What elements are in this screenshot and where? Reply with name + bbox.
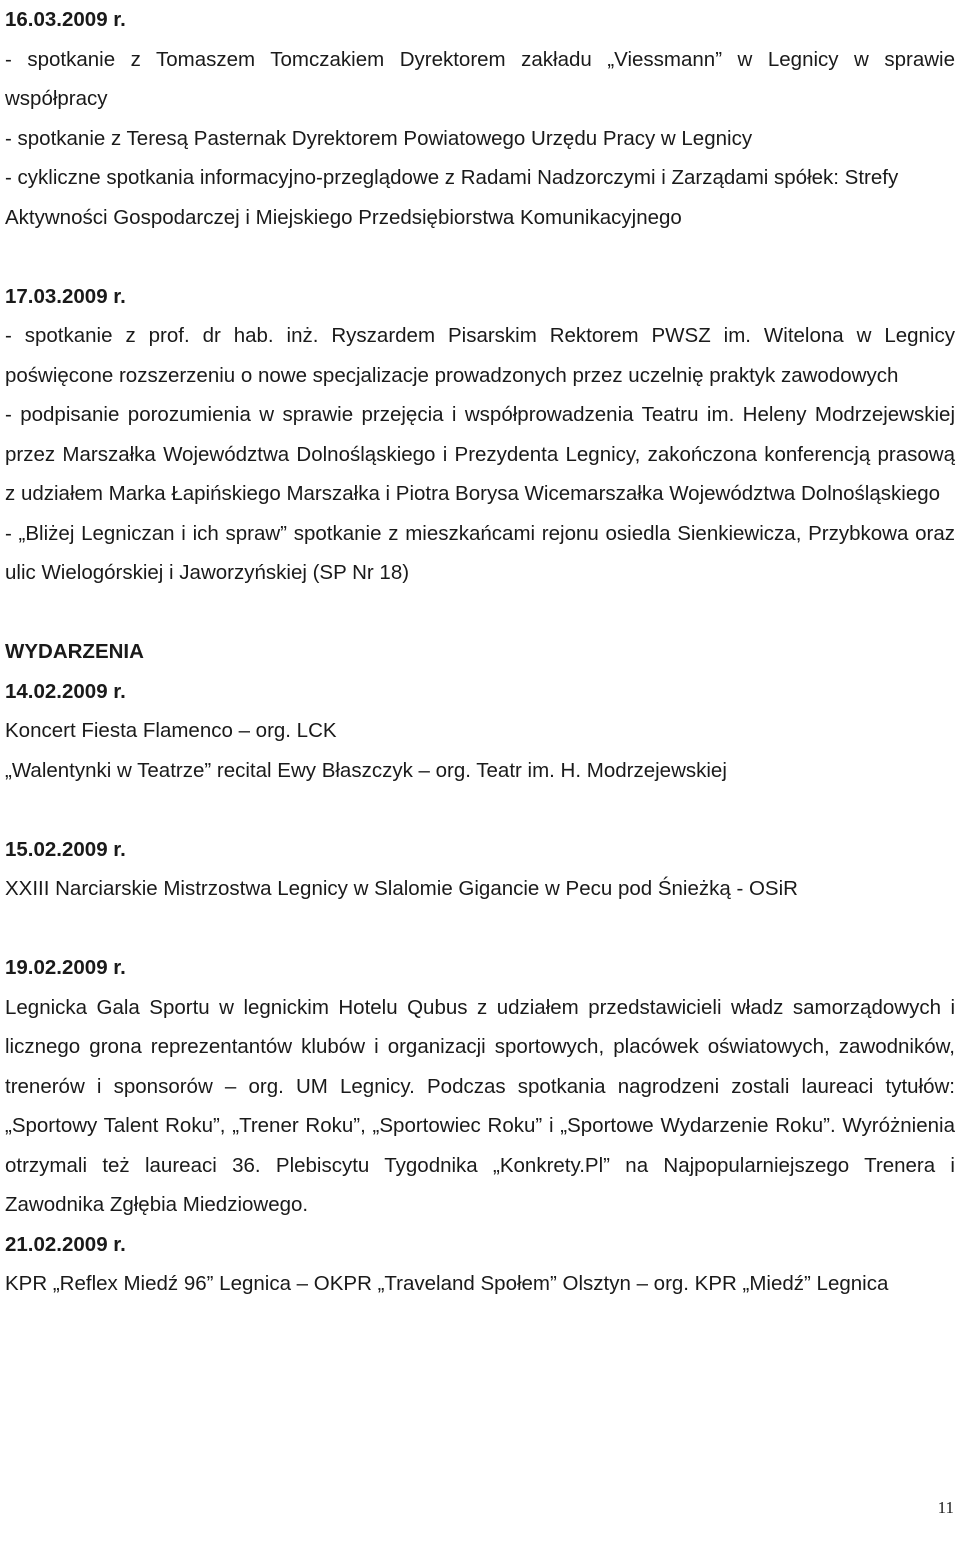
meeting-item: - podpisanie porozumienia w sprawie przejęcia i współprowadzenia Teatru im. Heleny Modrzejewskiej przez Marszałka Województwa Dolnośląskiego i Prezydenta Legnicy, zakończona konferencją prasową z udziałem Marka Łapińskiego Marszałka i Piotra Borysa Wicemarszałka Województwa Dolnośląskiego [5,403,955,505]
event-item: „Walentynki w Teatrze” recital Ewy Błaszczyk – org. Teatr im. H. Modrzejewskiej [5,758,727,782]
date-heading: 14.02.2009 r. [5,679,126,703]
event-item: KPR „Reflex Miedź 96” Legnica – OKPR „Traveland Społem” Olsztyn – org. KPR „Miedź” Legnica [5,1272,889,1295]
meeting-item: - spotkanie z Teresą Pasternak Dyrektorem Powiatowego Urzędu Pracy w Legnicy [5,126,753,150]
document-page [5,0,955,1304]
date-heading: 21.02.2009 r. [5,1232,126,1256]
event-item: Koncert Fiesta Flamenco – org. LCK [5,719,337,742]
date-heading: 19.02.2009 r. [5,956,126,979]
date-heading: 15.02.2009 r. [5,837,126,861]
event-item: Legnicka Gala Sportu w legnickim Hotelu Qubus z udziałem przedstawicieli władz samorządowych i licznego grona reprezentantów klubów i organizacji sportowych, placówek oświatowych, zawodników, trenerów i sponsorów – org. UM Legnicy. Podczas spotkania nagrodzeni zostali laureaci tytułów: „Sportowy Talent Roku”, „Trener Roku”, „Sportowiec Roku” i „Sportowe Wydarzenie Roku”. Wyróżnienia otrzymali też laureaci 36. Plebiscytu Tygodnika „Konkrety.Pl” na Najpopularniejszego Trenera i Zawodnika Zgłębia Miedziowego. [5,995,955,1216]
meeting-item: - cykliczne spotkania informacyjno-przeglądowe z Radami Nadzorczymi i Zarządami spółek: Strefy Aktywności Gospodarczej i Miejskiego Przedsiębiorstwa Komunikacyjnego [5,166,899,229]
events-section-heading: WYDARZENIA [5,640,144,663]
meeting-item: - „Bliżej Legniczan i ich spraw” spotkanie z mieszkańcami rejonu osiedla Sienkiewicza, Przybkowa oraz ulic Wielogórskiej i Jaworzyńskiej (SP Nr 18) [5,521,955,584]
date-heading: 16.03.2009 r. [5,8,126,31]
date-heading: 17.03.2009 r. [5,284,126,308]
event-item: XXIII Narciarskie Mistrzostwa Legnicy w Slalomie Gigancie w Pecu pod Śnieżką - OSiR [5,877,798,900]
meeting-item: - spotkanie z prof. dr hab. inż. Ryszardem Pisarskim Rektorem PWSZ im. Witelona w Legnicy poświęcone rozszerzeniu o nowe specjalizacje prowadzonych przez uczelnię praktyk zawodowych [5,324,955,387]
page-number: 11 [937,1498,954,1517]
meeting-item: - spotkanie z Tomaszem Tomczakiem Dyrektorem zakładu „Viessmann” w Legnicy w sprawie współpracy [5,47,955,110]
